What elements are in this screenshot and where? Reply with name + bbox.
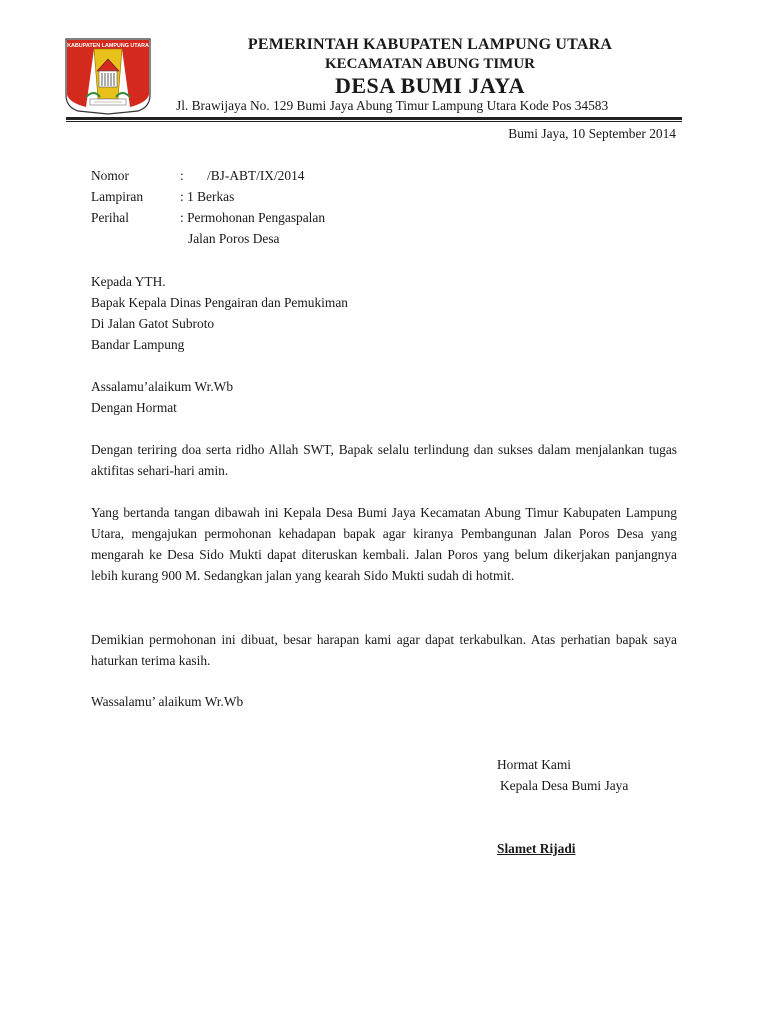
lampiran-value: : 1 Berkas [180, 189, 235, 204]
body-paragraph-2-text: Yang bertanda tangan dibawah ini Kepala Desa Bumi Jaya Kecamatan Abung Timur Kabupaten Lampung Utara, mengajukan permohonan kehadapan bapak agar kiranya Pembangunan Jalan Poros Desa yang mengarah ke Desa Sido Mukti dapat diteruskan kembali. Jalan Poros yang belum dikerjakan panjangnya lebih kurang 900 M. Sedangkan jalan yang kearah Sido Mukti sudah di hotmit. [91, 505, 677, 583]
closing-salam: Wassalamu’ alaikum Wr.Wb [91, 694, 244, 709]
letterhead-address: Jl. Brawijaya No. 129 Bumi Jaya Abung Timur Lampung Utara Kode Pos 34583 [176, 98, 609, 113]
recipient-line-2: Bapak Kepala Dinas Pengairan dan Pemukiman [91, 295, 348, 310]
signature-hormat: Hormat Kami [497, 757, 572, 772]
letterhead-village: DESA BUMI JAYA [335, 73, 525, 98]
lampiran-label: Lampiran [91, 189, 144, 204]
perihal-value: : Permohonan Pengaspalan [180, 210, 326, 225]
body-paragraph-1-text: Dengan teriring doa serta ridho Allah SWT, Bapak selalu terlindung dan sukses dalam menjalankan tugas aktifitas sehari-hari amin. [91, 442, 677, 478]
letterhead-divider-thick [66, 117, 682, 120]
nomor-value: /BJ-ABT/IX/2014 [207, 168, 305, 183]
body-paragraph-2 [91, 502, 677, 586]
nomor-colon: : [180, 168, 184, 183]
greeting-hormat: Dengan Hormat [91, 400, 177, 415]
svg-text:KABUPATEN LAMPUNG UTARA: KABUPATEN LAMPUNG UTARA [67, 43, 149, 49]
body-paragraph-3-text: Demikian permohonan ini dibuat, besar harapan kami agar dapat terkabulkan. Atas perhatian bapak saya haturkan terima kasih. [91, 632, 677, 668]
nomor-label: Nomor [91, 168, 129, 183]
body-paragraph-3 [91, 629, 677, 671]
greeting-salam: Assalamu’alaikum Wr.Wb [91, 379, 234, 394]
perihal-value-line2: Jalan Poros Desa [188, 231, 280, 246]
body-paragraph-1 [91, 439, 677, 481]
recipient-line-3: Di Jalan Gatot Subroto [91, 316, 215, 331]
regency-emblem-logo [64, 37, 152, 115]
signature-name: Slamet Rijadi [497, 841, 576, 856]
letterhead-government: PEMERINTAH KABUPATEN LAMPUNG UTARA [247, 36, 613, 53]
letterhead-district: KECAMATAN ABUNG TIMUR [324, 56, 535, 72]
signature-title: Kepala Desa Bumi Jaya [500, 778, 629, 793]
letter-date: Bumi Jaya, 10 September 2014 [508, 126, 676, 141]
letterhead-divider-thin [66, 121, 682, 122]
recipient-line-1: Kepada YTH. [91, 274, 166, 289]
perihal-label: Perihal [91, 210, 129, 225]
recipient-line-4: Bandar Lampung [91, 337, 185, 352]
